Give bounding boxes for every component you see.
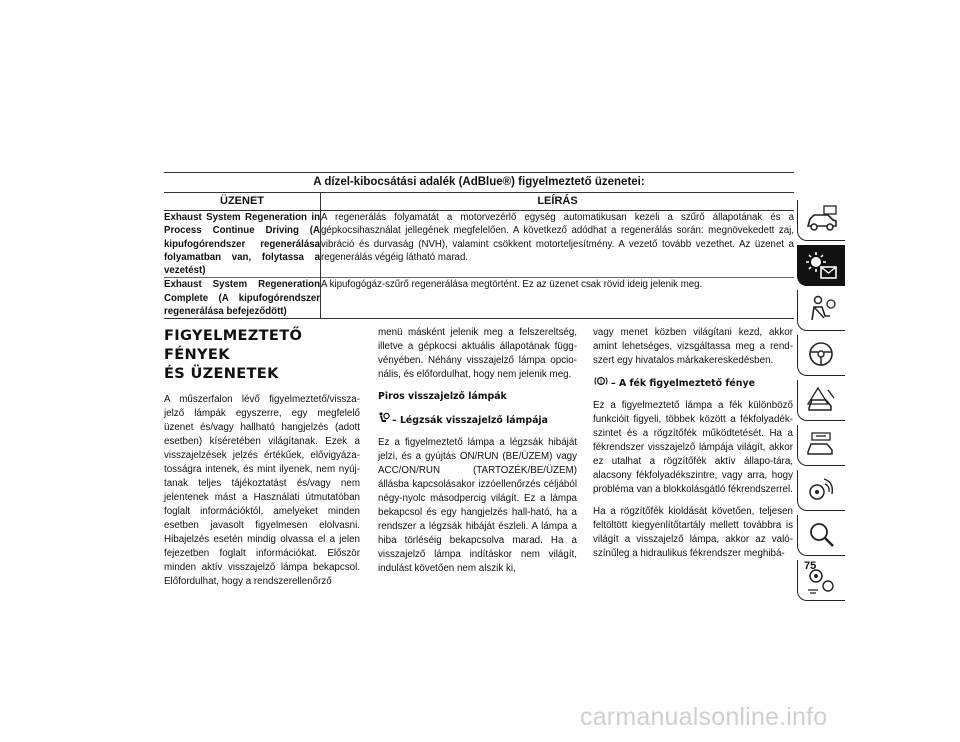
airbag-icon [378, 412, 390, 428]
watermark: carmanualsonline.info [580, 703, 828, 731]
chapter-tabs [797, 200, 845, 605]
multimedia-icon [804, 474, 840, 506]
emergency-icon [804, 384, 840, 416]
brake-heading [593, 376, 793, 391]
warning-lights-icon [804, 249, 840, 283]
tab-service[interactable] [797, 425, 845, 466]
brake-paragraph-2: Ha a rögzítőfék kioldását követően, teljesen feltöltött kiegyenlítőtartály mellett továbbra is világít a visszajelző lámpa, akkor az való-színűleg a hidraulikus fékrendszer meghibá- [593, 506, 793, 559]
service-icon [804, 429, 840, 461]
column-header-message: ÜZENET [164, 193, 321, 211]
brake-warning-icon [593, 376, 609, 391]
brake-heading-text: – A fék figyelmeztető fénye [611, 378, 755, 389]
tab-driving[interactable] [797, 335, 845, 376]
page-number: 75 [804, 560, 817, 572]
heading-line-1: FIGYELMEZTETŐ FÉNYEK [164, 327, 303, 363]
text-column-2 [378, 326, 577, 584]
row-message: Exhaust System Regeneration in Process Continue Driving (A kipufogórendszer regenerálása folyamatban van, folytassa a vezetést) [164, 212, 320, 277]
brake-paragraph: Ez a figyelmeztető lámpa a fék különböző funkcióit figyeli, többek között a fékfolyadék-szintet és a rögzítőfék működtetését. Ha a fékrendszer visszajelző lámpája világít, akkor ez utalhat a rögzítőfék aktív állapo-tára, alacsony fékfolyadékszintre, vagy arra, hogy probléma van a blokkolásgátló fékrendszerrel. [593, 400, 793, 495]
search-index-icon [804, 519, 840, 551]
table-title: A dízel-kibocsátási adalék (AdBlue®) figyelmeztető üzenetei: [164, 173, 794, 193]
text-column-3 [593, 326, 793, 569]
tab-multimedia[interactable] [797, 470, 845, 511]
tab-emergency[interactable] [797, 380, 845, 421]
menu-paragraph: menü másként jelenik meg a felszereltség, illetve a gépkocsi aktuális állapotának függ-vényében. Néhány visszajelző lámpa opcio-nális, és előfordulhat, hogy nem jelenik meg. [378, 327, 577, 380]
row-message: Exhaust System Regeneration Complete (A kipufogórendszer regenerálása befejeződött) [164, 279, 320, 318]
airbag-paragraph: Ez a figyelmeztető lámpa a légzsák hibáját jelzi, és a gyújtás ON/RUN (BE/ÜZEM) vagy ACC/ON/RUN (TARTOZÉK/BE/ÜZEM) állásba kapcsolásakor izzóellenőrzés céljából négy-nyolc másodpercig világít. Ez a lámpa bekapcsol és egy hangjelzés hall-ható, ha a rendszer a légzsák hibáját észleli. A lámpa a hiba törléséig bekapcsolva marad. Ha a visszajelző lámpa indításkor nem világít, indulást követően nem alszik ki, [378, 437, 577, 574]
text-column-1 [164, 326, 360, 597]
tab-index[interactable] [797, 515, 845, 556]
intro-paragraph: A műszerfalon lévő figyelmeztető/vissza-jelző lámpák egyszerre, egy megfelelő üzenet és/vagy hallható hangjelzés (adott esetben) kíséretében világítanak. Ezek a visszajelzések jelzés értékűek, elővigyáza-tosságra intenek, és mint ilyenek, nem nyúj-tanak teljes tájékoztatást és/vagy nem jelentenek mást a Használati útmutatóban foglalt információktól, amelyeket minden esetben javasolt figyelmesen elolvasni. Hibajelzés esetén mindig olvassa el a jelen fejezetben foglalt információkat. Először minden aktív visszajelző lámpa bekapcsol. Előfordulhat, hogy a rendszerellenőrző [164, 394, 360, 587]
airbag-heading-text: – Légzsák visszajelző lámpája [392, 415, 548, 426]
heading-line-2: ÉS ÜZENETEK [164, 365, 279, 382]
car-info-icon [804, 204, 840, 236]
tab-safety[interactable] [797, 290, 845, 331]
column-header-description: LEÍRÁS [321, 193, 795, 211]
dealer-paragraph: vagy menet közben világítani kezd, akkor amint lehetséges, vizsgáltassa meg a rend-szert egy hivatalos márkakereskedésben. [593, 327, 793, 366]
seatbelt-safety-icon [804, 294, 840, 326]
tab-warning-lights[interactable] [797, 245, 845, 286]
svg-text:!: ! [599, 379, 603, 386]
tab-car-info[interactable] [797, 200, 845, 241]
table-row [164, 278, 794, 319]
section-heading [164, 326, 360, 383]
steering-wheel-icon [804, 339, 840, 371]
adblue-warning-table [164, 172, 794, 319]
airbag-heading [378, 412, 577, 428]
red-lights-heading: Piros visszajelző lámpák [378, 391, 507, 402]
row-description: A kipufogógáz-szűrő regenerálása megtörtént. Ez az üzenet csak rövid ideig jelenik meg. [321, 278, 795, 319]
table-row [164, 211, 794, 278]
row-description: A regenerálás folyamatát a motorvezérlő egység automatikusan kezeli a szűrő állapotának és a gépkocsihasználat jellegének megfelelően. A következő adódhat a regenerálás során: megnövekedett zaj, vibráció és durvaság (NVH), valamint csökkent motorteljesítmény. A vezető tovább vezethet. Az üzenet a regenerálás végéig látható marad. [321, 212, 794, 263]
